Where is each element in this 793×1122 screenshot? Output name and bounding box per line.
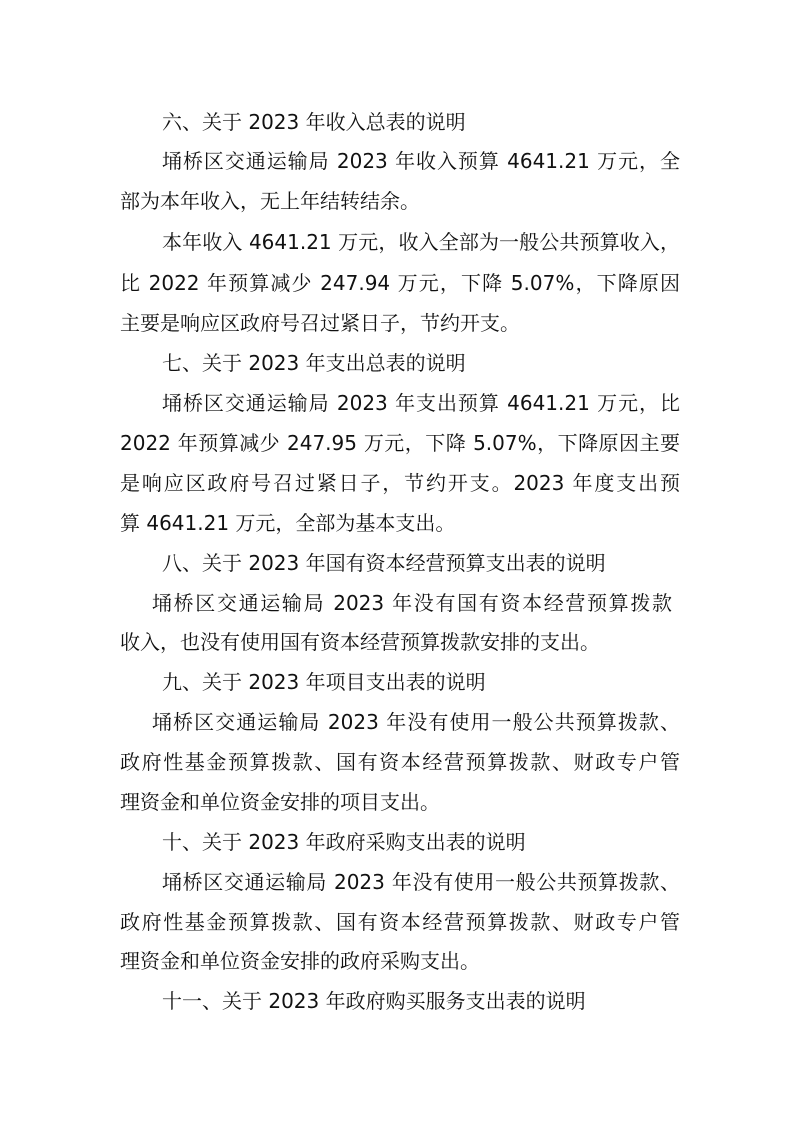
paragraph-line: 埇桥区交通运输局 2023 年收入预算 4641.21 万元，全 — [162, 149, 680, 173]
paragraph-line: 2022 年预算减少 247.95 万元，下降 5.07%，下降原因主要 — [120, 431, 680, 455]
section-heading-expenditure-summary: 七、关于 2023 年支出总表的说明 — [162, 351, 466, 375]
paragraph-line: 是响应区政府号召过紧日子，节约开支。2023 年度支出预 — [120, 471, 680, 495]
paragraph-line: 埇桥区交通运输局 2023 年没有使用一般公共预算拨款、 — [162, 870, 680, 894]
paragraph-line: 理资金和单位资金安排的项目支出。 — [120, 790, 440, 814]
paragraph-line: 比 2022 年预算减少 247.94 万元，下降 5.07%，下降原因 — [120, 271, 680, 295]
section-heading-purchased-services: 十一、关于 2023 年政府购买服务支出表的说明 — [162, 989, 586, 1013]
section-heading-income-summary: 六、关于 2023 年收入总表的说明 — [162, 110, 466, 134]
paragraph-line: 部为本年收入，无上年结转结余。 — [120, 189, 420, 213]
paragraph-line: 本年收入 4641.21 万元，收入全部为一般公共预算收入， — [162, 230, 680, 254]
paragraph-line: 政府性基金预算拨款、国有资本经营预算拨款、财政专户管 — [120, 910, 680, 934]
paragraph-line: 理资金和单位资金安排的政府采购支出。 — [120, 949, 480, 973]
paragraph-line: 埇桥区交通运输局 2023 年没有国有资本经营预算拨款 — [152, 591, 672, 615]
paragraph-line: 收入，也没有使用国有资本经营预算拨款安排的支出。 — [120, 630, 600, 654]
section-heading-project-expenditure: 九、关于 2023 年项目支出表的说明 — [162, 670, 486, 694]
section-heading-government-procurement: 十、关于 2023 年政府采购支出表的说明 — [162, 830, 526, 854]
paragraph-line: 埇桥区交通运输局 2023 年没有使用一般公共预算拨款、 — [152, 710, 680, 734]
paragraph-line: 政府性基金预算拨款、国有资本经营预算拨款、财政专户管 — [120, 750, 680, 774]
paragraph-line: 埇桥区交通运输局 2023 年支出预算 4641.21 万元，比 — [162, 391, 680, 415]
section-heading-state-capital: 八、关于 2023 年国有资本经营预算支出表的说明 — [162, 551, 606, 575]
paragraph-line: 算 4641.21 万元，全部为基本支出。 — [120, 511, 456, 535]
paragraph-line: 主要是响应区政府号召过紧日子，节约开支。 — [120, 311, 520, 335]
